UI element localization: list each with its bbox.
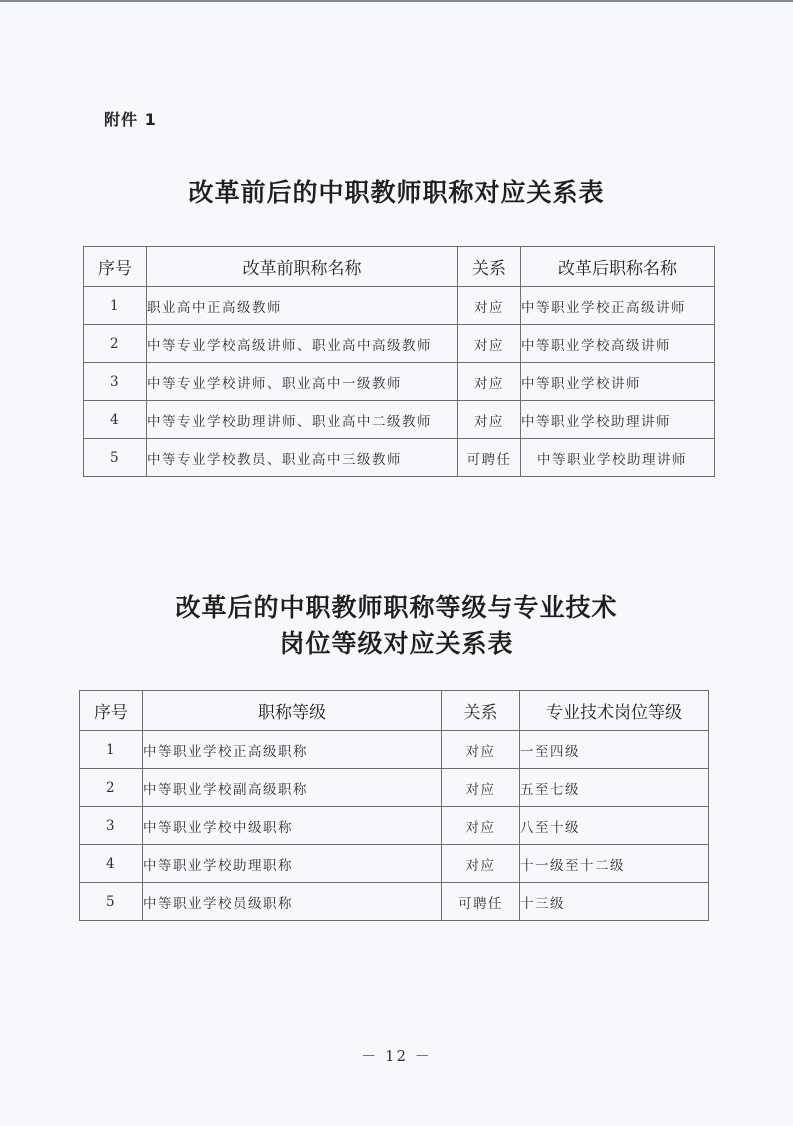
cell-after: 中等职业学校助理讲师 [521,439,715,477]
cell-no: 5 [80,883,143,921]
title-mapping-table [83,246,715,477]
cell-after: 中等职业学校高级讲师 [521,325,715,363]
cell-post-level: 五至七级 [520,769,709,807]
header-after-title: 改革后职称名称 [521,247,715,287]
cell-no: 3 [80,807,143,845]
cell-no: 2 [80,769,143,807]
cell-relation: 可聘任 [458,439,521,477]
header-post-level: 专业技术岗位等级 [520,691,709,731]
title-post-level-table [79,690,709,921]
table-row [80,731,709,769]
cell-before: 职业高中正高级教师 [147,287,458,325]
table-row [84,287,715,325]
cell-relation: 对应 [458,401,521,439]
table-row [80,807,709,845]
scan-top-edge [0,0,793,2]
table-row [84,439,715,477]
cell-before: 中等专业学校讲师、职业高中一级教师 [147,363,458,401]
cell-relation: 对应 [442,731,520,769]
cell-post-level: 一至四级 [520,731,709,769]
cell-relation: 对应 [442,807,520,845]
cell-before: 中等专业学校助理讲师、职业高中二级教师 [147,401,458,439]
cell-post-level: 十一级至十二级 [520,845,709,883]
table1-title: 改革前后的中职教师职称对应关系表 [188,178,605,207]
table-row [84,363,715,401]
cell-title-level: 中等职业学校员级职称 [143,883,442,921]
table-row [80,769,709,807]
cell-no: 5 [84,439,147,477]
table-row [80,845,709,883]
page-number: － 12 － [361,1047,432,1065]
table-row [84,401,715,439]
table2-title-line2: 岗位等级对应关系表 [279,629,514,658]
header-before-title: 改革前职称名称 [147,247,458,287]
header-no: 序号 [80,691,143,731]
table2-title-line1: 改革后的中职教师职称等级与专业技术 [175,593,618,622]
header-title-level: 职称等级 [143,691,442,731]
cell-post-level: 十三级 [520,883,709,921]
cell-relation: 对应 [458,363,521,401]
table2-title [0,590,793,662]
cell-before: 中等专业学校教员、职业高中三级教师 [147,439,458,477]
cell-no: 4 [80,845,143,883]
attachment-label: 附件 1 [104,110,157,129]
cell-after: 中等职业学校正高级讲师 [521,287,715,325]
cell-no: 2 [84,325,147,363]
table-row [84,325,715,363]
cell-title-level: 中等职业学校副高级职称 [143,769,442,807]
cell-relation: 对应 [458,287,521,325]
cell-no: 1 [84,287,147,325]
cell-no: 3 [84,363,147,401]
cell-relation: 可聘任 [442,883,520,921]
table-row [80,883,709,921]
header-no: 序号 [84,247,147,287]
cell-no: 1 [80,731,143,769]
table-header-row [80,691,709,731]
cell-after: 中等职业学校助理讲师 [521,401,715,439]
header-relation: 关系 [458,247,521,287]
cell-before: 中等专业学校高级讲师、职业高中高级教师 [147,325,458,363]
cell-title-level: 中等职业学校助理职称 [143,845,442,883]
cell-after: 中等职业学校讲师 [521,363,715,401]
cell-relation: 对应 [442,845,520,883]
cell-post-level: 八至十级 [520,807,709,845]
table-header-row [84,247,715,287]
cell-relation: 对应 [458,325,521,363]
cell-title-level: 中等职业学校正高级职称 [143,731,442,769]
cell-no: 4 [84,401,147,439]
cell-title-level: 中等职业学校中级职称 [143,807,442,845]
cell-relation: 对应 [442,769,520,807]
header-relation: 关系 [442,691,520,731]
